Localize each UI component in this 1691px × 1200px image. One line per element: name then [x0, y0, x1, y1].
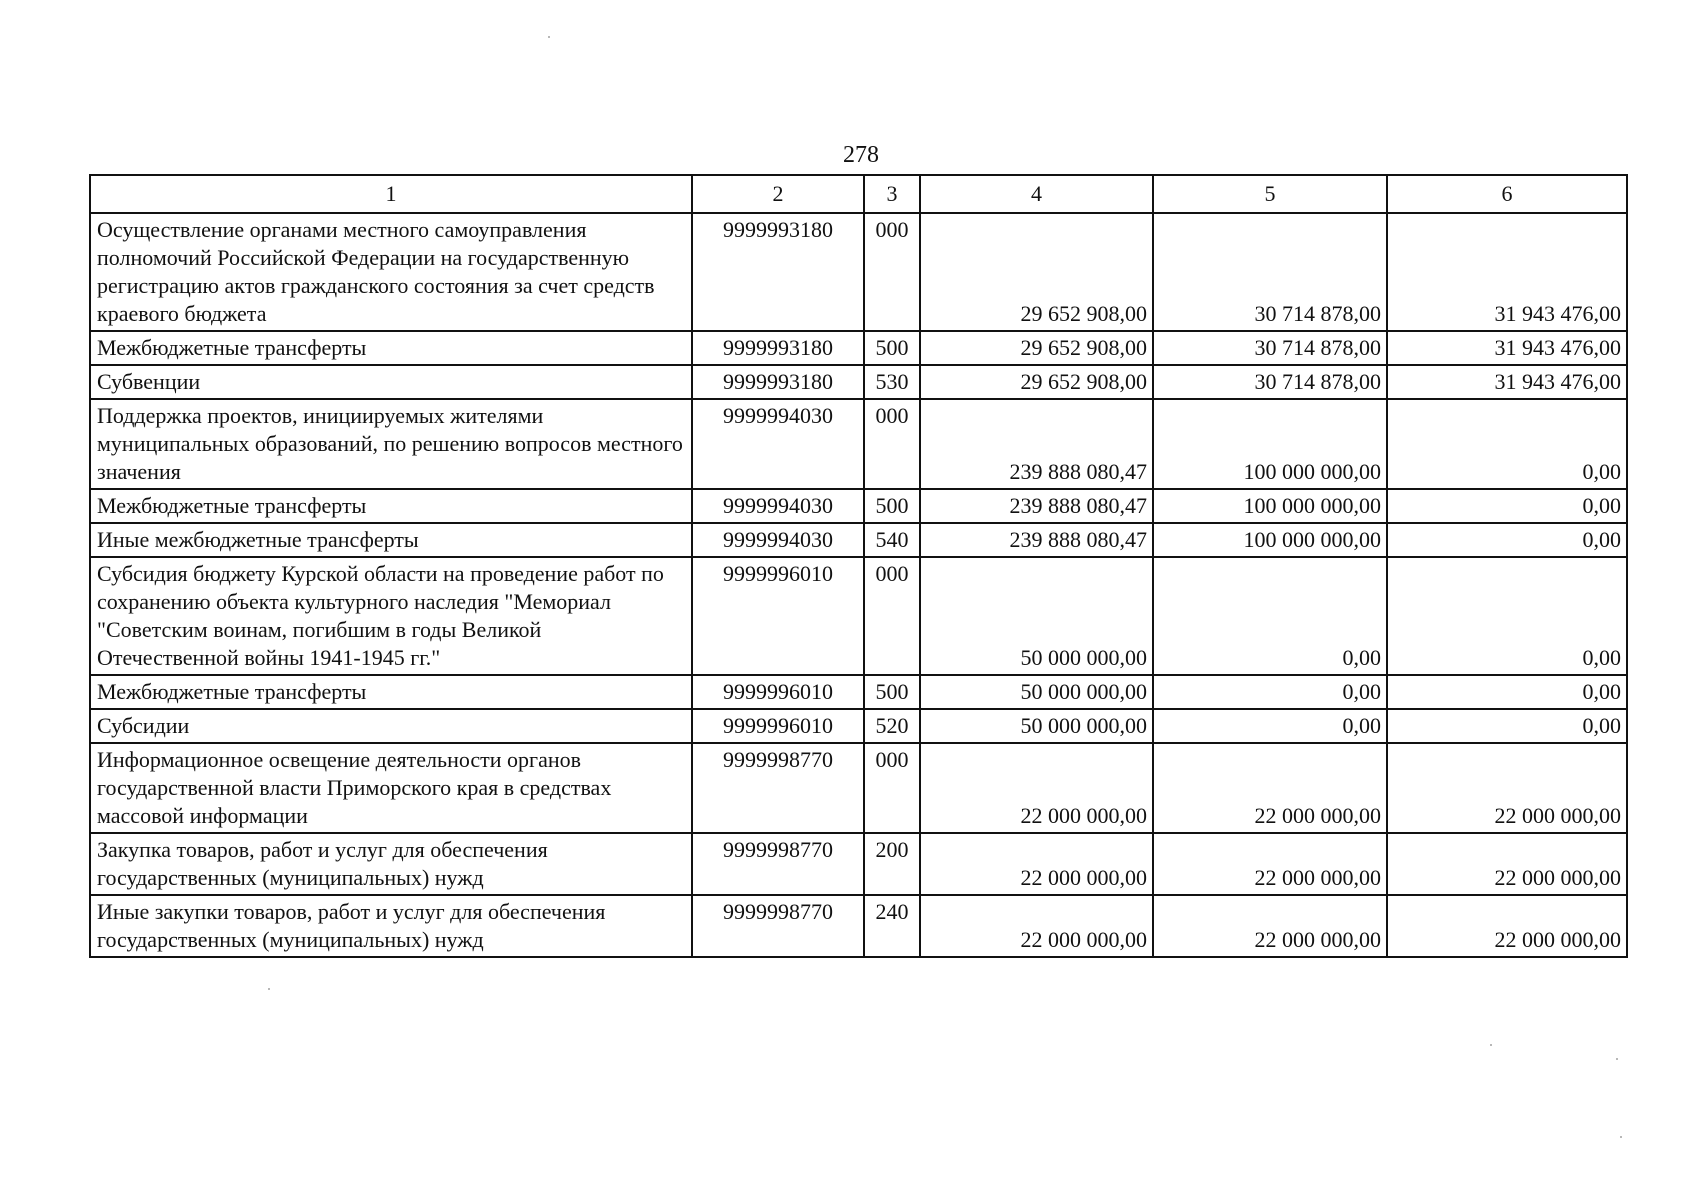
- row-amount-6: 0,00: [1387, 399, 1627, 489]
- table-row: [90, 331, 1627, 365]
- row-amount-5: 22 000 000,00: [1153, 895, 1387, 957]
- row-amount-6: 22 000 000,00: [1387, 743, 1627, 833]
- row-name: Субвенции: [90, 365, 692, 399]
- row-amount-6: 0,00: [1387, 523, 1627, 557]
- row-code: 9999994030: [692, 399, 864, 489]
- row-code: 9999996010: [692, 709, 864, 743]
- row-amount-6: 31 943 476,00: [1387, 331, 1627, 365]
- row-amount-5: 22 000 000,00: [1153, 743, 1387, 833]
- row-amount-6: 0,00: [1387, 489, 1627, 523]
- row-amount-4: 29 652 908,00: [920, 213, 1153, 331]
- row-amount-5: 100 000 000,00: [1153, 399, 1387, 489]
- table-row: [90, 399, 1627, 489]
- table-row: [90, 743, 1627, 833]
- table-row: [90, 895, 1627, 957]
- row-name: Межбюджетные трансферты: [90, 331, 692, 365]
- row-kind: 500: [864, 331, 920, 365]
- row-amount-6: 22 000 000,00: [1387, 895, 1627, 957]
- column-header-code: 2: [692, 175, 864, 213]
- row-amount-5: 0,00: [1153, 709, 1387, 743]
- row-kind: 540: [864, 523, 920, 557]
- row-amount-4: 50 000 000,00: [920, 557, 1153, 675]
- row-code: 9999998770: [692, 895, 864, 957]
- table-row: [90, 213, 1627, 331]
- row-code: 9999998770: [692, 833, 864, 895]
- row-kind: 000: [864, 399, 920, 489]
- row-amount-5: 22 000 000,00: [1153, 833, 1387, 895]
- column-header-name: 1: [90, 175, 692, 213]
- scan-speck: [1620, 1136, 1622, 1138]
- row-amount-4: 50 000 000,00: [920, 709, 1153, 743]
- row-kind: 530: [864, 365, 920, 399]
- column-header-amount-6: 6: [1387, 175, 1627, 213]
- row-amount-6: 31 943 476,00: [1387, 213, 1627, 331]
- row-amount-5: 30 714 878,00: [1153, 213, 1387, 331]
- row-code: 9999993180: [692, 331, 864, 365]
- row-code: 9999994030: [692, 523, 864, 557]
- row-amount-6: 22 000 000,00: [1387, 833, 1627, 895]
- row-name: Субсидии: [90, 709, 692, 743]
- row-amount-4: 50 000 000,00: [920, 675, 1153, 709]
- table-row: [90, 833, 1627, 895]
- scan-speck: [1490, 1044, 1492, 1046]
- row-amount-4: 22 000 000,00: [920, 833, 1153, 895]
- table-row: [90, 557, 1627, 675]
- row-amount-4: 239 888 080,47: [920, 489, 1153, 523]
- row-amount-4: 22 000 000,00: [920, 743, 1153, 833]
- row-amount-4: 29 652 908,00: [920, 331, 1153, 365]
- row-amount-4: 22 000 000,00: [920, 895, 1153, 957]
- scan-speck: [1616, 1058, 1618, 1060]
- column-header-kind: 3: [864, 175, 920, 213]
- row-code: 9999993180: [692, 365, 864, 399]
- page-number: 278: [843, 142, 879, 168]
- row-code: 9999993180: [692, 213, 864, 331]
- table-row: [90, 489, 1627, 523]
- row-amount-6: 0,00: [1387, 675, 1627, 709]
- row-amount-5: 0,00: [1153, 675, 1387, 709]
- row-kind: 500: [864, 489, 920, 523]
- row-kind: 000: [864, 743, 920, 833]
- header-row: [90, 175, 1627, 213]
- row-amount-5: 30 714 878,00: [1153, 365, 1387, 399]
- row-name: Иные межбюджетные трансферты: [90, 523, 692, 557]
- row-amount-6: 31 943 476,00: [1387, 365, 1627, 399]
- table-row: [90, 365, 1627, 399]
- row-name: Иные закупки товаров, работ и услуг для обеспечения государственных (муниципальных) нужд: [90, 895, 692, 957]
- row-kind: 520: [864, 709, 920, 743]
- row-code: 9999998770: [692, 743, 864, 833]
- row-name: Субсидия бюджету Курской области на проведение работ по сохранению объекта культурного наследия "Мемориал "Советским воинам, погибшим в годы Великой Отечественной войны 1941-1945 гг.": [90, 557, 692, 675]
- budget-table: [89, 174, 1628, 958]
- row-name: Осуществление органами местного самоуправления полномочий Российской Федерации на государственную регистрацию актов гражданского состояния за счет средств краевого бюджета: [90, 213, 692, 331]
- row-code: 9999996010: [692, 557, 864, 675]
- scan-speck: [548, 36, 550, 38]
- row-name: Информационное освещение деятельности органов государственной власти Приморского края в средствах массовой информации: [90, 743, 692, 833]
- row-kind: 500: [864, 675, 920, 709]
- column-header-amount-4: 4: [920, 175, 1153, 213]
- scan-speck: [268, 988, 270, 990]
- table-row: [90, 709, 1627, 743]
- table-row: [90, 675, 1627, 709]
- row-code: 9999996010: [692, 675, 864, 709]
- column-header-amount-5: 5: [1153, 175, 1387, 213]
- row-amount-5: 100 000 000,00: [1153, 489, 1387, 523]
- row-amount-4: 29 652 908,00: [920, 365, 1153, 399]
- row-name: Закупка товаров, работ и услуг для обеспечения государственных (муниципальных) нужд: [90, 833, 692, 895]
- row-name: Поддержка проектов, инициируемых жителями муниципальных образований, по решению вопросов местного значения: [90, 399, 692, 489]
- row-amount-5: 100 000 000,00: [1153, 523, 1387, 557]
- row-name: Межбюджетные трансферты: [90, 489, 692, 523]
- row-amount-6: 0,00: [1387, 709, 1627, 743]
- row-kind: 200: [864, 833, 920, 895]
- row-amount-5: 0,00: [1153, 557, 1387, 675]
- row-amount-4: 239 888 080,47: [920, 399, 1153, 489]
- row-code: 9999994030: [692, 489, 864, 523]
- table-row: [90, 523, 1627, 557]
- row-amount-5: 30 714 878,00: [1153, 331, 1387, 365]
- row-amount-6: 0,00: [1387, 557, 1627, 675]
- row-amount-4: 239 888 080,47: [920, 523, 1153, 557]
- row-name: Межбюджетные трансферты: [90, 675, 692, 709]
- row-kind: 000: [864, 213, 920, 331]
- row-kind: 000: [864, 557, 920, 675]
- row-kind: 240: [864, 895, 920, 957]
